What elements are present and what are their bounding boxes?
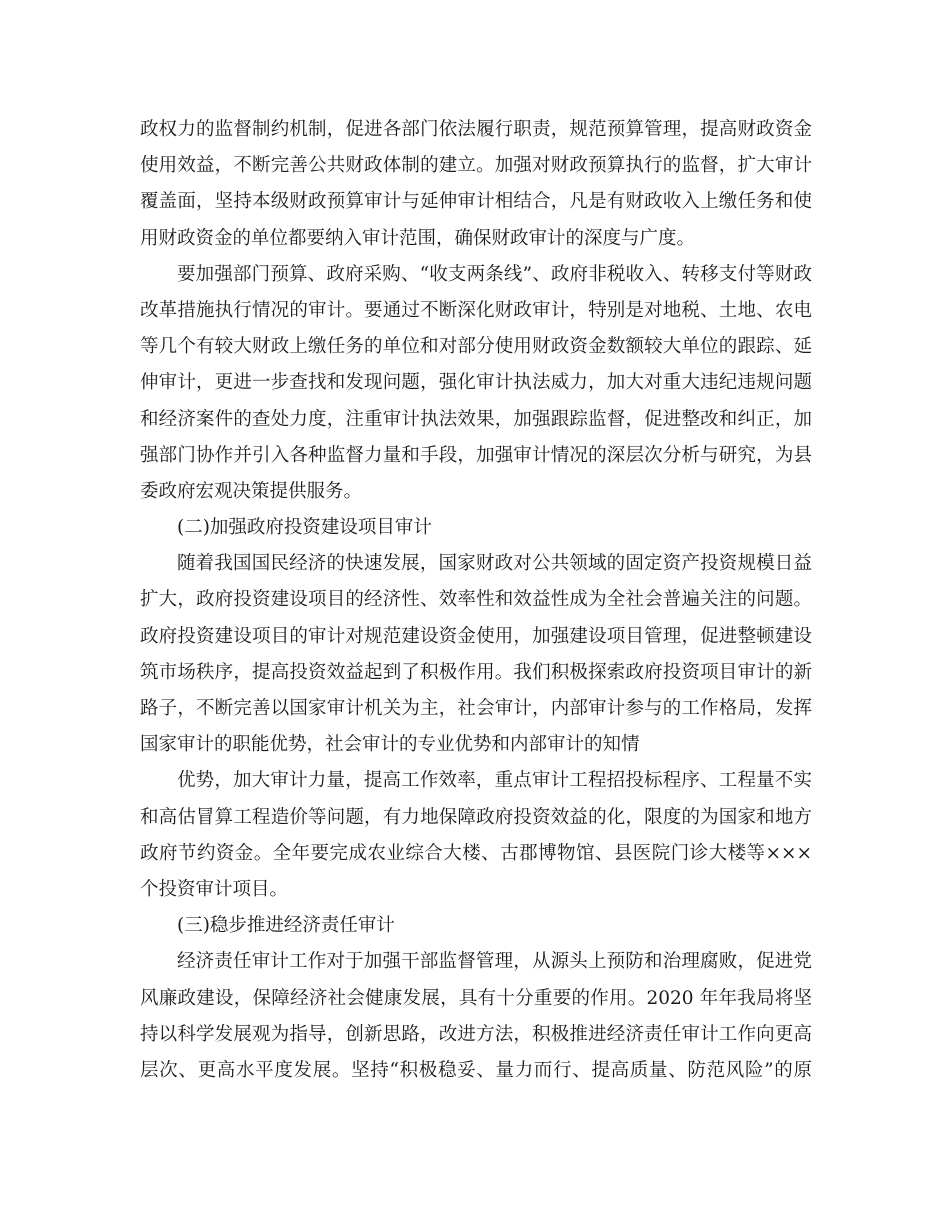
text-line: 持以科学发展观为指导，创新思路，改进方法，积极推进经济责任审计工作向更高 bbox=[140, 1023, 812, 1045]
text-line: 路子，不断完善以国家审计机关为主，社会审计，内部审计参与的工作格局，发挥 bbox=[140, 698, 812, 719]
text-line: 等几个有较大财政上缴任务的单位和对部分使用财政资金数额较大单位的跟踪、延 bbox=[140, 336, 812, 358]
text-line: 扩大，政府投资建设项目的经济性、效率性和效益性成为全社会普遍关注的问题。 bbox=[140, 589, 812, 611]
text-line: 筑市场秩序，提高投资效益起到了积极作用。我们积极探索政府投资项目审计的新 bbox=[140, 661, 812, 683]
text-line: 层次、更高水平度发展。坚持“积极稳妥、量力而行、提高质量、防范风险”的原 bbox=[140, 1059, 812, 1081]
text-line: 政府投资建设项目的审计对规范建设资金使用，加强建设项目管理，促进整顿建设 bbox=[140, 625, 812, 647]
text-line: 经济责任审计工作对于加强干部监督管理，从源头上预防和治理腐败，促进党 bbox=[177, 951, 812, 973]
document-body bbox=[140, 112, 812, 1089]
text-line: 优势，加大审计力量，提高工作效率，重点审计工程招投标程序、工程量不实 bbox=[177, 770, 812, 792]
text-line: 使用效益，不断完善公共财政体制的建立。加强对财政预算执行的监督，扩大审计 bbox=[140, 155, 812, 177]
section-heading: (三)稳步推进经济责任审计 bbox=[177, 915, 395, 937]
text-line: 和经济案件的查处力度，注重审计执法效果，加强跟踪监督，促进整改和纠正，加 bbox=[140, 408, 812, 430]
text-line: 政权力的监督制约机制，促进各部门依法履行职责，规范预算管理，提高财政资金 bbox=[140, 119, 812, 140]
text-line: 国家审计的职能优势，社会审计的专业优势和内部审计的知情 bbox=[140, 734, 640, 756]
text-line: 政府节约资金。全年要完成农业综合大楼、古郡博物馆、县医院门诊大楼等××× bbox=[140, 842, 812, 864]
text-line: 覆盖面，坚持本级财政预算审计与延伸审计相结合，凡是有财政收入上缴任务和使 bbox=[140, 191, 812, 213]
text-line: 个投资审计项目。 bbox=[140, 878, 289, 900]
text-line: 委政府宏观决策提供服务。 bbox=[140, 480, 363, 502]
text-line: 随着我国国民经济的快速发展，国家财政对公共领域的固定资产投资规模日益 bbox=[177, 553, 812, 575]
text-line: 伸审计，更进一步查找和发现问题，强化审计执法威力，加大对重大违纪违规问题 bbox=[140, 372, 812, 394]
text-line: 和高估冒算工程造价等问题，有力地保障政府投资效益的化，限度的为国家和地方 bbox=[140, 806, 812, 828]
text-line: 改革措施执行情况的审计。要通过不断深化财政审计，特别是对地税、土地、农电 bbox=[140, 299, 812, 321]
text-line: 强部门协作并引入各种监督力量和手段，加强审计情况的深层次分析与研究，为县 bbox=[140, 444, 812, 466]
section-heading: (二)加强政府投资建设项目审计 bbox=[177, 517, 432, 539]
text-line: 要加强部门预算、政府采购、“收支两条线”、政府非税收入、转移支付等财政 bbox=[177, 263, 812, 285]
text-line: 用财政资金的单位都要纳入审计范围，确保财政审计的深度与广度。 bbox=[140, 227, 696, 249]
text-line: 风廉政建设，保障经济社会健康发展，具有十分重要的作用。2020 年年我局将坚 bbox=[140, 987, 812, 1009]
